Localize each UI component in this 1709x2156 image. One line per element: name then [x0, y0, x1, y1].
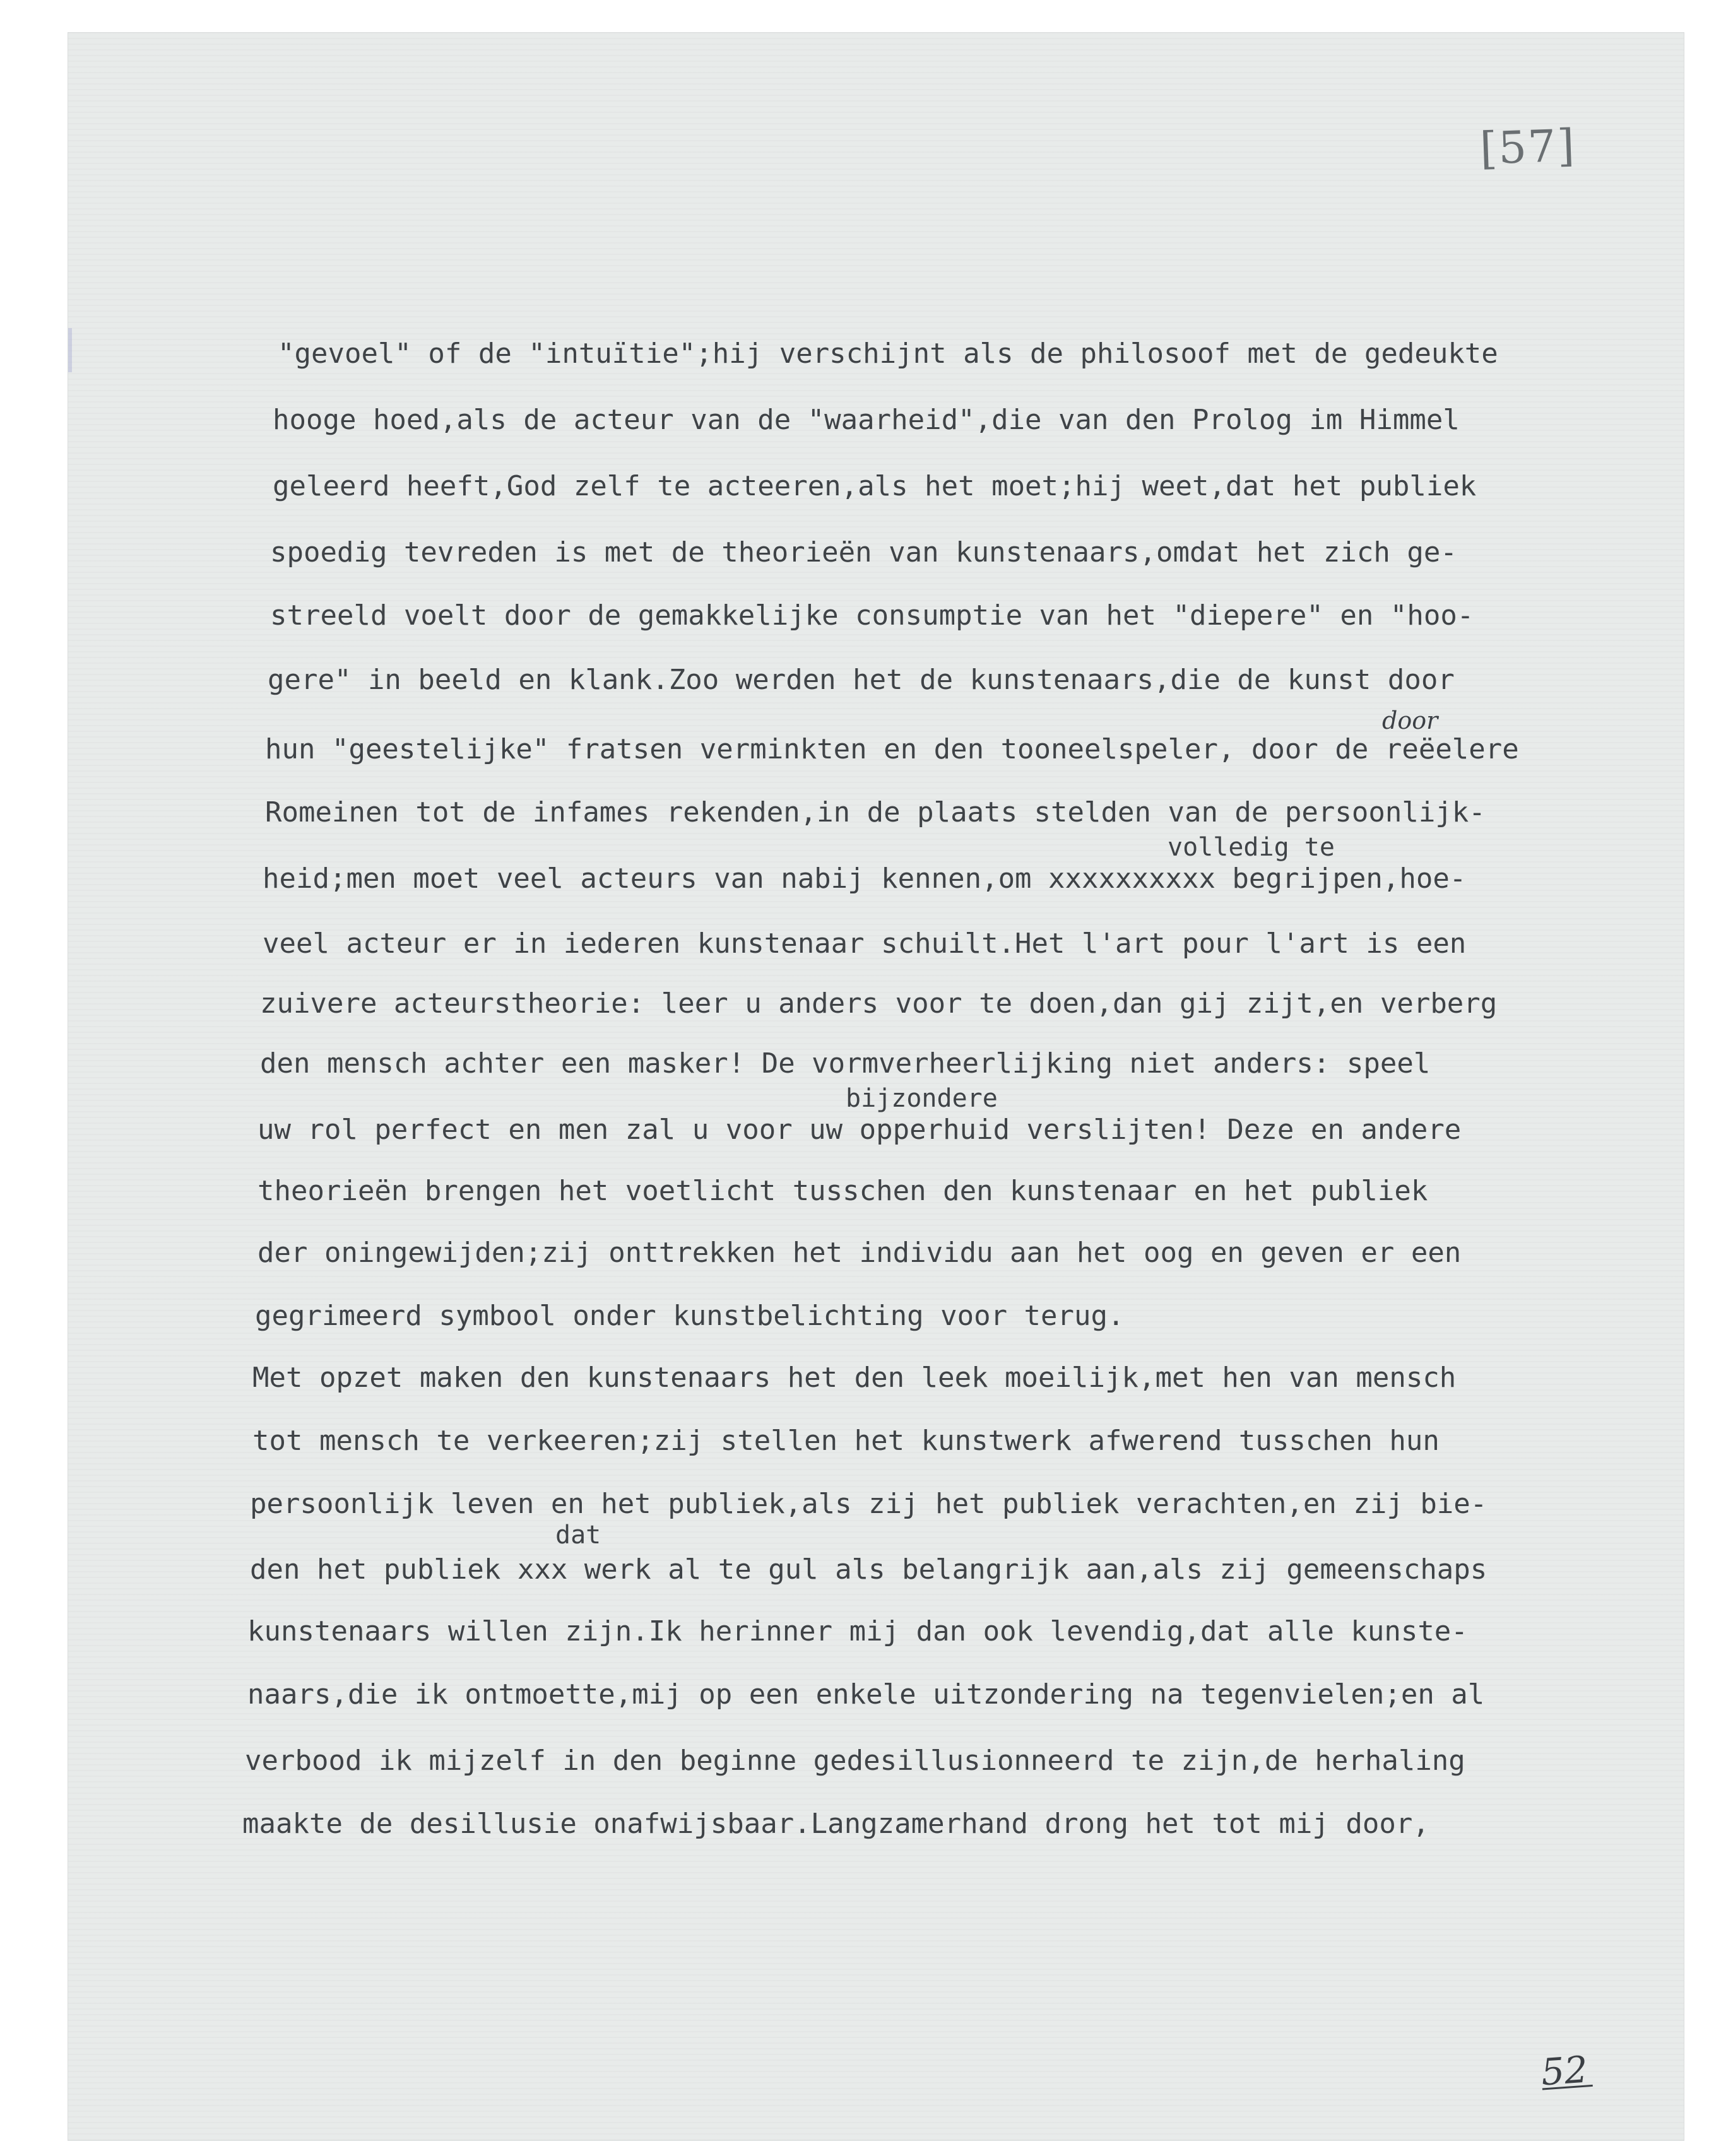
- text-line: der oningewijden;zij onttrekken het individu aan het oog en geven er een: [257, 1237, 1462, 1269]
- text-line: heid;men moet veel acteurs van nabij kennen,om xxxxxxxxxx begrijpen,hoe-: [263, 863, 1467, 895]
- text-line: hun "geestelijke" fratsen verminkten en den tooneelspeler, door de reëelere: [265, 733, 1519, 765]
- text-line: den het publiek xxx werk al te gul als belangrijk aan,als zij gemeenschaps: [250, 1553, 1487, 1586]
- text-line: Met opzet maken den kunstenaars het den leek moeilijk,met hen van mensch: [252, 1362, 1457, 1394]
- text-line: gegrimeerd symbool onder kunstbelichting voor terug.: [255, 1300, 1125, 1332]
- text-line: veel acteur er in iederen kunstenaar schuilt.Het l'art pour l'art is een: [263, 928, 1467, 960]
- text-line: den mensch achter een masker! De vormverheerlijking niet anders: speel: [260, 1047, 1431, 1080]
- text-line: persoonlijk leven en het publiek,als zij het publiek verachten,en zij bie-: [250, 1488, 1487, 1520]
- text-line: spoedig tevreden is met de theorieën van kunstenaars,omdat het zich ge-: [270, 536, 1457, 568]
- text-line: maakte de desillusie onafwijsbaar.Langzamerhand drong het tot mij door,: [242, 1808, 1429, 1840]
- text-line: gere" in beeld en klank.Zoo werden het de kunstenaars,die de kunst door: [268, 664, 1455, 696]
- text-line: geleerd heeft,God zelf te acteeren,als het moet;hij weet,dat het publiek: [273, 470, 1477, 502]
- typed-insertion: volledig te: [1168, 833, 1335, 862]
- archive-number: [57]: [1479, 119, 1577, 175]
- text-line: verbood ik mijzelf in den beginne gedesillusionneerd te zijn,de herhaling: [245, 1745, 1465, 1777]
- typed-insertion: bijzondere: [846, 1084, 998, 1113]
- text-line: uw rol perfect en men zal u voor uw opperhuid verslijten! Deze en andere: [257, 1114, 1462, 1146]
- text-line: naars,die ik ontmoette,mij op een enkele uitzondering na tegenvielen;en al: [247, 1678, 1485, 1711]
- text-line: Romeinen tot de infames rekenden,in de plaats stelden van de persoonlijk-: [265, 796, 1486, 828]
- text-line: "gevoel" of de "intuïtie";hij verschijnt als de philosoof met de gedeukte: [278, 338, 1498, 370]
- text-line: zuivere acteurstheorie: leer u anders voor te doen,dan gij zijt,en verberg: [260, 987, 1498, 1020]
- text-line: kunstenaars willen zijn.Ik herinner mij dan ook levendig,dat alle kunste-: [247, 1615, 1468, 1647]
- text-line: hooge hoed,als de acteur van de "waarheid",die van den Prolog im Himmel: [273, 404, 1460, 436]
- text-line: streeld voelt door de gemakkelijke consumptie van het "diepere" en "hoo-: [270, 599, 1474, 632]
- typed-insertion: dat: [555, 1521, 601, 1550]
- page-number: 52: [1539, 2047, 1590, 2094]
- text-line: theorieën brengen het voetlicht tusschen den kunstenaar en het publiek: [257, 1175, 1428, 1207]
- text-line: tot mensch te verkeeren;zij stellen het kunstwerk afwerend tusschen hun: [252, 1425, 1440, 1457]
- handwritten-insertion: door: [1382, 707, 1438, 734]
